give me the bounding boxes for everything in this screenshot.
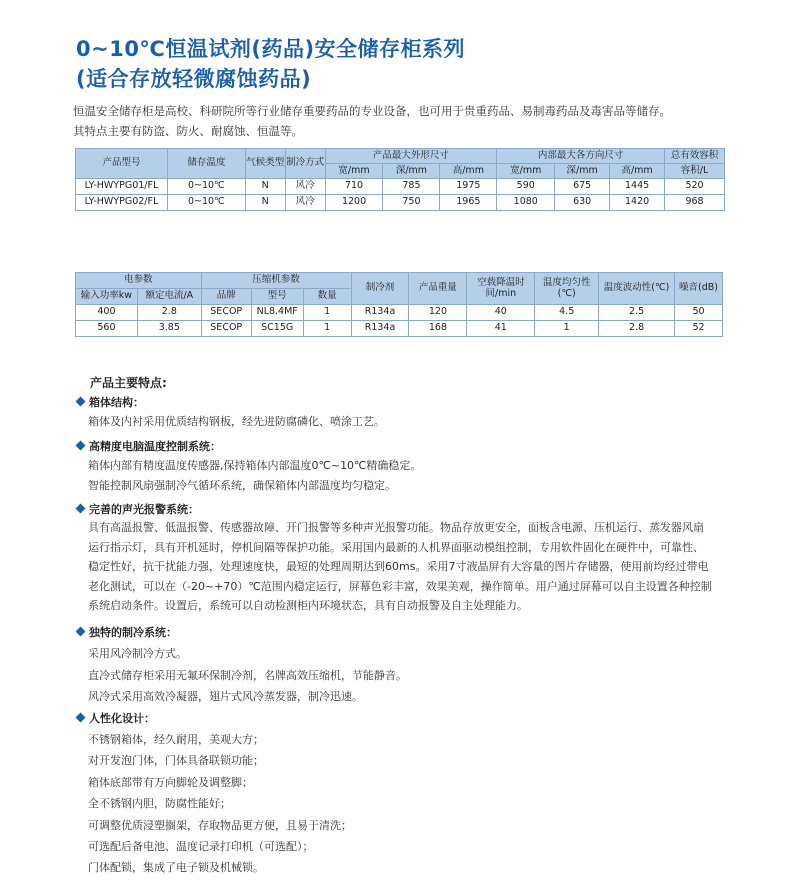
header-outer-width: 宽/mm <box>325 164 383 179</box>
header-compressor-model: 型号 <box>251 289 303 305</box>
feature-line: 运行指示灯，具有开机延时，停机间隔等保护功能。采用国内最新的人机界面驱动模组控制，专用软件固化在硬件中，可靠性、 <box>88 541 704 554</box>
title-line-2: (适合存放轻微腐蚀药品) <box>76 67 312 91</box>
intro-line-1: 恒温安全储存柜是高校、科研院所等行业储存重要药品的专业设备，也可用于贵重药品、易制毒药品及毒害品等储存。 <box>73 104 671 118</box>
feature-line: 不锈钢箱体，经久耐用，美观大方； <box>88 733 264 746</box>
header-input-power: 输入功率kw <box>76 289 138 305</box>
cell-brand: SECOP <box>201 321 251 337</box>
feature-line: 采用风冷制冷方式。 <box>88 647 187 660</box>
feature-line: 门体配锁，集成了电子锁及机械锁。 <box>88 861 264 874</box>
feature-heading-structure <box>76 394 144 410</box>
cell-weight: 168 <box>409 321 467 337</box>
feature-line: 智能控制风扇强制冷气循环系统，确保箱体内部温度均匀稳定。 <box>88 479 396 492</box>
table-row <box>76 305 723 321</box>
cell-power: 560 <box>76 321 138 337</box>
cell-inner-depth: 630 <box>555 195 610 211</box>
diamond-bullet-icon <box>76 441 86 451</box>
feature-heading-text: 人性化设计： <box>89 712 155 725</box>
feature-line: 稳定性好，抗干扰能力强，处理速度快，最短的处理周期达到60ms。采用7寸液晶屏有大容量的图片存储器，使用前均经过带电 <box>88 560 709 573</box>
header-outer-size: 产品最大外形尺寸 <box>325 149 497 164</box>
cell-model: LY-HWYPG01/FL <box>76 179 168 195</box>
feature-heading-refrigeration <box>76 624 177 640</box>
header-inner-size: 内部最大各方向尺寸 <box>497 149 665 164</box>
feature-heading-alarm <box>76 501 199 517</box>
header-electrical: 电参数 <box>76 273 202 289</box>
cell-model: LY-HWYPG02/FL <box>76 195 168 211</box>
cell-inner-width: 590 <box>497 179 555 195</box>
cell-current: 2.8 <box>137 305 201 321</box>
feature-heading-temp-control <box>76 438 221 454</box>
cell-inner-depth: 675 <box>555 179 610 195</box>
dimension-table <box>75 148 725 211</box>
intro-line-2: 其特点主要有防盗、防火、耐腐蚀、恒温等。 <box>73 124 303 138</box>
cell-refrigerant: R134a <box>351 321 409 337</box>
cell-fluctuation: 2.8 <box>599 321 675 337</box>
header-quantity: 数量 <box>303 289 351 305</box>
cell-power: 400 <box>76 305 138 321</box>
cell-outer-depth: 750 <box>383 195 440 211</box>
cell-volume: 968 <box>665 195 725 211</box>
header-climate-type: 气候类型 <box>245 149 285 179</box>
feature-line: 具有高温报警、低温报警、传感器故障、开门报警等多种声光报警功能。物品存放更安全，面板含电源、压机运行、蒸发器风扇 <box>88 521 704 534</box>
table-row <box>76 179 725 195</box>
header-refrigerant: 制冷剂 <box>351 273 409 305</box>
feature-line: 老化测试，可以在（-20~+70）℃范围内稳定运行，屏幕色彩丰富，效果美观，操作简单。用户通过屏幕可以自主设置各种控制 <box>88 580 712 593</box>
cell-temp: 0~10℃ <box>167 195 245 211</box>
header-inner-height: 高/mm <box>610 164 665 179</box>
cell-compressor-model: SC15G <box>251 321 303 337</box>
header-outer-height: 高/mm <box>440 164 497 179</box>
header-volume-unit: 容积/L <box>665 164 725 179</box>
diamond-bullet-icon <box>76 504 86 514</box>
feature-heading-text: 高精度电脑温度控制系统： <box>89 440 221 453</box>
header-noise: 噪音(dB) <box>674 273 722 305</box>
feature-line: 箱体内部有精度温度传感器,保持箱体内部温度0℃~10℃精确稳定。 <box>88 459 422 472</box>
cell-outer-width: 1200 <box>325 195 383 211</box>
header-cooling-method: 制冷方式 <box>285 149 325 179</box>
header-compressor: 压缩机参数 <box>201 273 351 289</box>
features-title: 产品主要特点: <box>90 376 167 390</box>
cell-quantity: 1 <box>303 305 351 321</box>
cell-climate: N <box>245 179 285 195</box>
cell-brand: SECOP <box>201 305 251 321</box>
feature-line: 全不锈钢内胆，防腐性能好； <box>88 797 231 810</box>
header-brand: 品牌 <box>201 289 251 305</box>
diamond-bullet-icon <box>76 627 86 637</box>
cell-outer-width: 710 <box>325 179 383 195</box>
header-outer-depth: 深/mm <box>383 164 440 179</box>
cell-uniformity: 4.5 <box>535 305 599 321</box>
cell-cooling: 风冷 <box>285 179 325 195</box>
cell-cooling: 风冷 <box>285 195 325 211</box>
feature-line: 箱体及内衬采用优质结构钢板，经先进防腐磷化、喷涂工艺。 <box>88 415 385 428</box>
cell-weight: 120 <box>409 305 467 321</box>
cell-cooldown: 40 <box>467 305 535 321</box>
cell-inner-width: 1080 <box>497 195 555 211</box>
cell-refrigerant: R134a <box>351 305 409 321</box>
diamond-bullet-icon <box>76 713 86 723</box>
cell-outer-height: 1965 <box>440 195 497 211</box>
header-inner-depth: 深/mm <box>555 164 610 179</box>
cell-climate: N <box>245 195 285 211</box>
cell-inner-height: 1445 <box>610 179 665 195</box>
cell-quantity: 1 <box>303 321 351 337</box>
feature-line: 直冷式储存柜采用无氟环保制冷剂，名牌高效压缩机，节能静音。 <box>88 669 407 682</box>
table-row <box>76 321 723 337</box>
cell-outer-depth: 785 <box>383 179 440 195</box>
header-total-volume: 总有效容积 <box>665 149 725 164</box>
feature-line: 可选配后备电池、温度记录打印机（可选配）； <box>88 840 314 853</box>
cell-temp: 0~10℃ <box>167 179 245 195</box>
feature-line: 系统启动条件。设置后，系统可以自动检测柜内环境状态，具有自动报警及自主处理能力。 <box>88 599 528 612</box>
header-inner-width: 宽/mm <box>497 164 555 179</box>
feature-line: 对开发泡门体，门体具备联锁功能； <box>88 754 264 767</box>
table-row <box>76 195 725 211</box>
cell-uniformity: 1 <box>535 321 599 337</box>
cell-inner-height: 1420 <box>610 195 665 211</box>
cell-noise: 52 <box>674 321 722 337</box>
feature-line: 风冷式采用高效冷凝器，翅片式风冷蒸发器，制冷迅速。 <box>88 690 363 703</box>
header-weight: 产品重量 <box>409 273 467 305</box>
diamond-bullet-icon <box>76 397 86 407</box>
cell-volume: 520 <box>665 179 725 195</box>
feature-heading-text: 完善的声光报警系统： <box>89 503 199 516</box>
cell-current: 3.85 <box>137 321 201 337</box>
cell-fluctuation: 2.5 <box>599 305 675 321</box>
feature-line: 可调整优质浸塑搁架，存取物品更方便，且易于清洗； <box>88 819 352 832</box>
header-fluctuation: 温度波动性(℃) <box>599 273 675 305</box>
cell-compressor-model: NL8.4MF <box>251 305 303 321</box>
cell-outer-height: 1975 <box>440 179 497 195</box>
feature-heading-text: 独特的制冷系统： <box>89 626 177 639</box>
cell-noise: 50 <box>674 305 722 321</box>
feature-line: 箱体底部带有万向脚轮及调整脚； <box>88 776 253 789</box>
header-model: 产品型号 <box>76 149 168 179</box>
feature-heading-text: 箱体结构： <box>89 396 144 409</box>
feature-heading-design <box>76 710 155 726</box>
performance-table <box>75 272 723 337</box>
header-uniformity: 温度均匀性(℃) <box>535 273 599 305</box>
title-line-1: 0~10℃恒温试剂(药品)安全储存柜系列 <box>76 37 466 61</box>
header-storage-temp: 储存温度 <box>167 149 245 179</box>
header-cooldown: 空载降温时间/min <box>467 273 535 305</box>
cell-cooldown: 41 <box>467 321 535 337</box>
header-rated-current: 额定电流/A <box>137 289 201 305</box>
